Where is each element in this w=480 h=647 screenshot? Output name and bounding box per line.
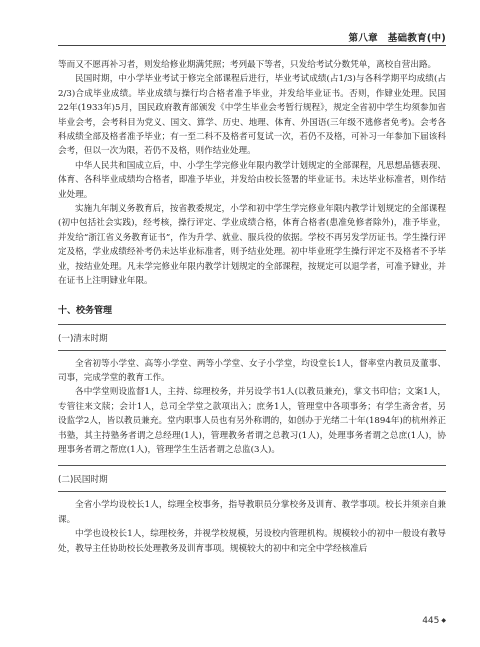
page-footer	[422, 616, 446, 626]
subsection-rule	[58, 324, 446, 325]
running-header: 第八章 基础教育(中)	[348, 33, 446, 44]
paragraph: 中华人民共和国成立后，中、小学生学完修业年限内教学计划规定的全部课程，凡思想品德表现、体育、各科毕业成绩均合格者，即准予毕业，并发给由校长签署的毕业证书。未达毕业标准者，则作结业处理。	[58, 160, 446, 200]
page-number: 445	[422, 616, 440, 626]
subsection-rule	[58, 465, 446, 466]
subsection-heading: (二)民国时期	[58, 475, 108, 486]
paragraph: 全省初等小学堂、高等小学堂、两等小学堂、女子小学堂，均设堂长1人，督率堂内教员及董事、司事，完成学堂的教育工作。	[58, 358, 446, 383]
paragraph: 民国时期，中小学毕业考试于修完全部课程后进行，毕业考试成绩(占1/3)与各科学期平均成绩(占2/3)合成毕业成绩。毕业成绩与操行均合格者准予毕业，并发给毕业证书。否则，作肄业处理。民国22年(1933年)5月，国民政府教育部颁发《中学生毕业会考暂行规程》，规定全省初中学生均须参加省毕业会考，会考科目为党义、国文、算学、历史、地理、体育、外国语(三年级不逃修者免考)。会考各科成绩全部及格者准予毕业；有一至二科不及格者可复试一次，若仍不及格，可补习一年参加下届该科会考，但以一次为限，若仍不及格，则作结业处理。	[58, 74, 446, 157]
paragraph: 等而又不愿再补习者，则发给修业期满凭照；考列最下等者，只发给考试分数凭单，离校自营出路。	[58, 60, 437, 70]
paragraph: 各中学堂则设监督1人，主持、综理校务，并另设学书1人(以教员兼充)，掌文书印信；文案1人，专管往来文牍；会计1人，总司全学堂之款项出入；庶务1人，管理堂中各项事务；有学生斋舍者，另设监学2人，皆以教员兼充。堂内职事人员也有另外称谓的，如创办于光绪二十年(1894年)的杭州养正书塾，其主持塾务者谓之总经理(1人)，管理教务者谓之总教习(1人)，处理事务者谓之总庶(1人)，协理事务者谓之帮庶(1人)，管理学生生活者谓之总监(3人)。	[58, 387, 446, 455]
paragraph: 实施九年制义务教育后，按省教委规定，小学和初中学生学完修业年限内教学计划规定的全部课程(初中包括社会实践)，经考核，操行评定、学业成绩合格，体育合格者(患准免修者除外)，准予毕业，并发给“浙江省义务教育证书”，作为升学、就业、服兵役的依据。学校不再另发学历证书。学生操行评定及格，学业成绩经补考仍未达毕业标准者，则予结业处理。初中毕业班学生操行评定不及格者不予毕业，按结业处理。凡未学完修业年限内教学计划规定的全部课程，按规定可以退学者，可准予肄业，并在证书上注明肄业年限。	[58, 204, 446, 287]
subsection-heading: (一)清末时期	[58, 333, 108, 344]
header-rule	[58, 45, 446, 46]
subsection-rule	[58, 491, 446, 492]
page-body	[58, 58, 446, 556]
section-heading: 十、校务管理	[58, 305, 113, 316]
page-ornament-icon: ◆	[441, 617, 446, 624]
paragraph: 全省小学均设校长1人，综理全校事务，指导教职员分掌校务及训育、教学事项。校长并须亲自兼课。	[58, 500, 446, 525]
paragraph: 中学也设校长1人，综理校务，并视学校规模，另设校内管理机构。规模较小的初中一般设有教导处，教导主任协助校长处理教务及训育事项。规模较大的初中和完全中学经核准后	[58, 529, 446, 554]
subsection-rule	[58, 350, 446, 351]
